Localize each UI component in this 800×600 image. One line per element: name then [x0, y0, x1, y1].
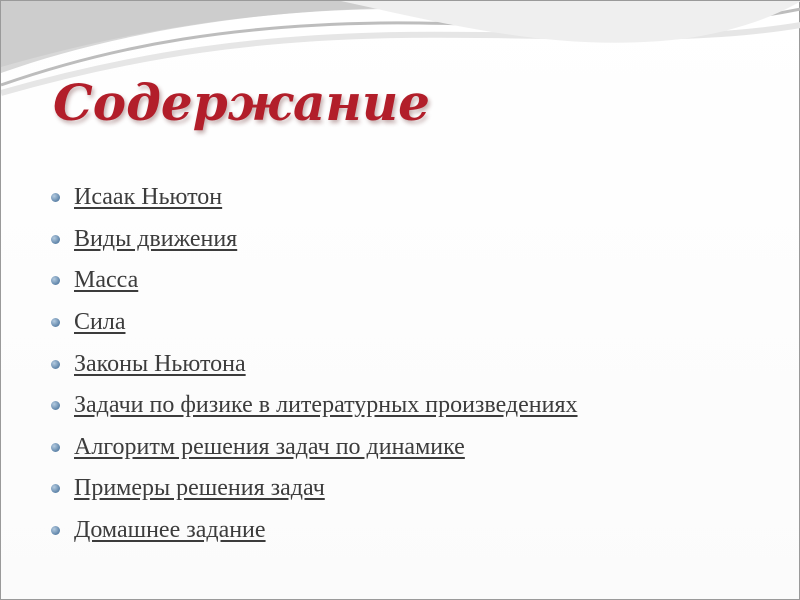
toc-item [51, 177, 578, 219]
bullet-icon [51, 526, 60, 535]
bullet-icon [51, 360, 60, 369]
toc-item [51, 385, 578, 427]
toc-link-newtons-laws[interactable]: Законы Ньютона [74, 350, 246, 377]
bullet-icon [51, 484, 60, 493]
slide-title: Содержание [53, 73, 430, 132]
toc-link-force[interactable]: Сила [74, 309, 126, 336]
toc-link-physics-in-literature[interactable]: Задачи по физике в литературных произведениях [74, 392, 578, 419]
bullet-icon [51, 443, 60, 452]
bullet-icon [51, 318, 60, 327]
bullet-icon [51, 401, 60, 410]
table-of-contents [51, 177, 578, 551]
toc-item [51, 302, 578, 344]
toc-item [51, 468, 578, 510]
toc-link-homework[interactable]: Домашнее задание [74, 517, 266, 544]
toc-link-mass[interactable]: Масса [74, 267, 139, 294]
toc-item [51, 219, 578, 261]
bullet-icon [51, 193, 60, 202]
toc-link-solution-examples[interactable]: Примеры решения задач [74, 475, 325, 502]
toc-item [51, 260, 578, 302]
toc-link-types-of-motion[interactable]: Виды движения [74, 225, 238, 252]
bullet-icon [51, 276, 60, 285]
toc-item [51, 427, 578, 469]
bullet-icon [51, 235, 60, 244]
toc-item [51, 343, 578, 385]
toc-link-dynamics-algorithm[interactable]: Алгоритм решения задач по динамике [74, 433, 465, 460]
toc-link-isaac-newton[interactable]: Исаак Ньютон [74, 184, 223, 211]
toc-item [51, 510, 578, 552]
